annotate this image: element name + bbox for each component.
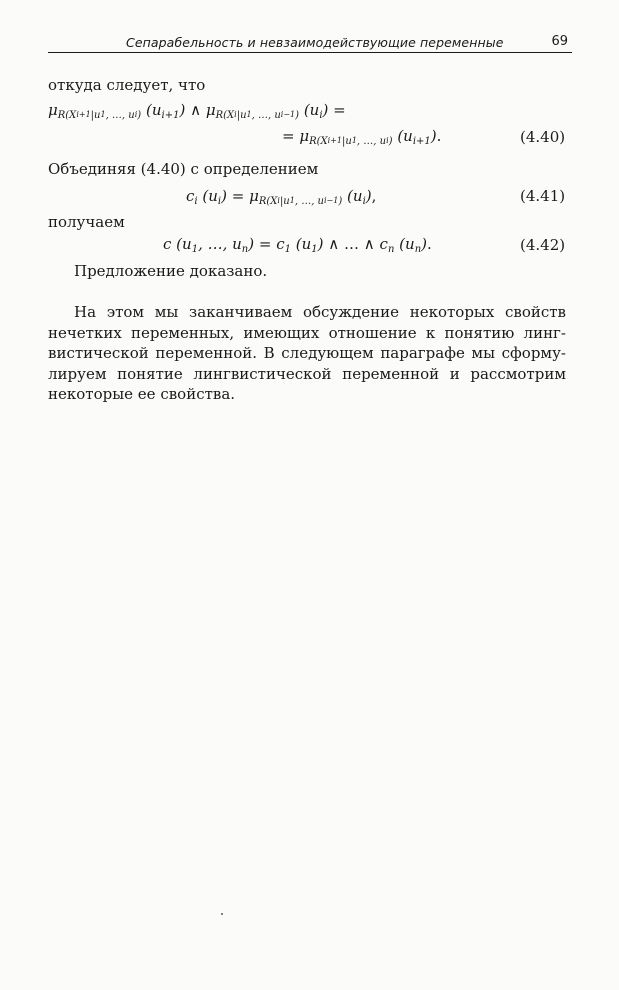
equation-4-42: c ($u_1$, …, $u_n) = c_1$ $(u_1)$ ∧ … ∧ $c_n$ $(u_n)$. xyxy=(163,235,432,255)
paragraph-line-3: вистической переменной. В следующем параграфе мы сформу- xyxy=(48,344,566,362)
equation-4-41: $c_i$ $(u_i) = \mu_{R(X}i_{|u}1_{, \dots, u}i-1_)$ $(u_i)$, xyxy=(186,187,377,207)
equation-label-4-41: (4.41) xyxy=(520,187,566,205)
page-header xyxy=(48,32,572,50)
paragraph-line-4: лируем понятие лингвистической переменной и рассмотрим xyxy=(48,364,566,383)
concluding-paragraph xyxy=(48,302,566,405)
paragraph-line-5: некоторые ее свойства. xyxy=(48,385,236,403)
equation-4-40-line2: = $\mu_{R(X}i+1_{|u}1_{, \dots, u}i_)$ $(u_{i+1})$. xyxy=(282,127,442,147)
equation-label-4-40: (4.40) xyxy=(520,128,566,146)
text-whence: откуда следует, что xyxy=(48,76,206,94)
text-we-get: получаем xyxy=(48,213,125,231)
text-combining: Объединяя (4.40) с определением xyxy=(48,160,319,178)
text-proof-done: Предложение доказано. xyxy=(74,262,268,280)
equation-4-40-line1: $\mu_{R(X}i+1_{|u}1_{, \dots, u}i_)$ $(u_{i+1})$ ∧ $\mu_{R(X}i_{|u}1_{, \dots, u}i-1_)$ $(u_i)$ = xyxy=(48,101,346,121)
scan-speck xyxy=(221,913,223,915)
paragraph-line-1: На этом мы заканчиваем обсуждение некоторых свойств xyxy=(74,303,566,321)
header-rule xyxy=(48,52,572,53)
running-title: Сепарабельность и невзаимодействующие переменные xyxy=(126,35,504,50)
page-number: 69 xyxy=(551,34,568,49)
paragraph-line-2: нечетких переменных, имеющих отношение к понятию линг- xyxy=(48,323,566,342)
equation-label-4-42: (4.42) xyxy=(520,236,566,254)
